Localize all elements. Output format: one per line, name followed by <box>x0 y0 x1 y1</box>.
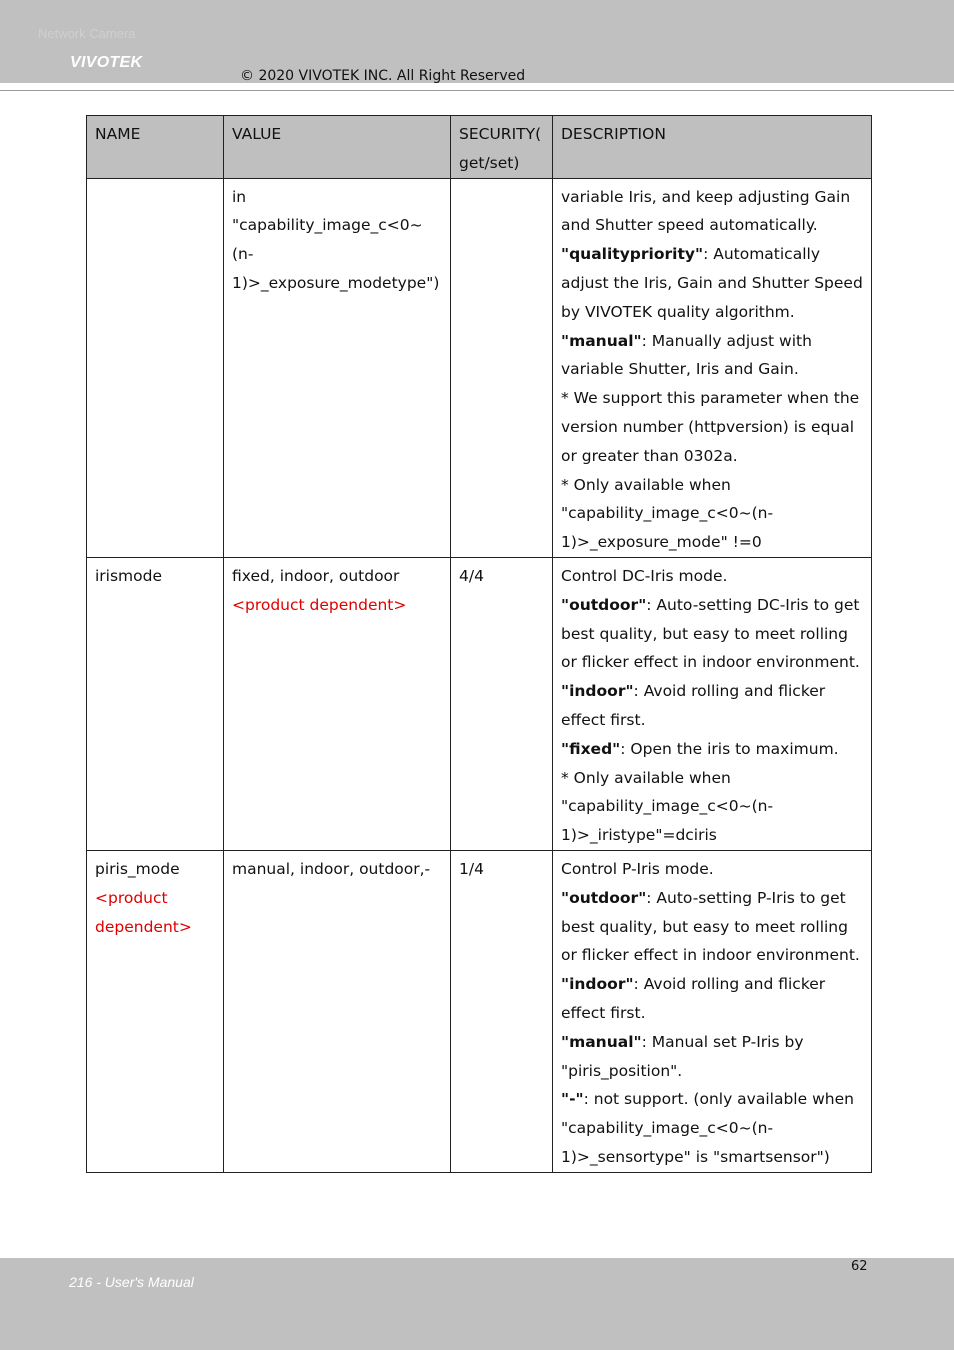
cell-name <box>87 557 224 850</box>
cell-name <box>87 178 224 557</box>
cell-value <box>224 557 451 850</box>
description-paragraph: "manual": Manually adjust with variable Shutter, Iris and Gain. <box>561 331 812 379</box>
description-paragraph: "outdoor": Auto-setting DC-Iris to get best quality, but easy to meet rolling or flicker effect in indoor environment. <box>561 595 860 672</box>
param-name: irismode <box>95 566 163 585</box>
brand-logo: VIVOTEK <box>70 54 143 71</box>
product-dependent-note: <product dependent> <box>95 888 192 936</box>
description-paragraph: "-": not support. (only available when "capability_image_c<0~(n-1)>_sensortype" is "smartsensor") <box>561 1090 854 1166</box>
page-number: 62 <box>851 1259 868 1274</box>
cell-name <box>87 850 224 1172</box>
cell-description <box>553 178 872 557</box>
column-header-name: NAME <box>87 116 224 179</box>
cell-security: 1/4 <box>451 850 553 1172</box>
description-paragraph: "indoor": Avoid rolling and flicker effect first. <box>561 682 826 729</box>
description-paragraph: * Only available when "capability_image_c<0~(n-1)>_exposure_mode" !=0 <box>561 475 774 552</box>
column-header-description: DESCRIPTION <box>553 116 872 179</box>
parameter-table <box>86 115 872 1173</box>
value-line: fixed, indoor, outdoor <box>232 566 400 585</box>
description-paragraph: "qualitypriority": Automatically adjust the Iris, Gain and Shutter Speed by VIVOTEK quality algorithm. <box>561 245 863 321</box>
table-row <box>87 178 872 557</box>
product-dependent-note: <product dependent> <box>232 595 407 614</box>
page-footer <box>0 1258 954 1350</box>
table-row <box>87 557 872 850</box>
cell-security: 4/4 <box>451 557 553 850</box>
value-line: manual, indoor, outdoor,- <box>232 859 431 878</box>
column-header-security: SECURITY(get/set) <box>451 116 553 179</box>
description-paragraph: * We support this parameter when the version number (httpversion) is equal or greater than 0302a. <box>561 389 860 465</box>
description-paragraph: Control DC-Iris mode. <box>561 566 728 585</box>
table-header-row <box>87 116 872 179</box>
cell-security <box>451 178 553 557</box>
description-paragraph: "outdoor": Auto-setting P-Iris to get best quality, but easy to meet rolling or flicker effect in indoor environment. <box>561 888 860 965</box>
value-line: "capability_image_c<0~(n-1)>_exposure_modetype") <box>232 216 440 292</box>
cell-description <box>553 850 872 1172</box>
header-ghost-text: Network Camera <box>38 26 136 41</box>
table-row <box>87 850 872 1172</box>
description-paragraph: Control P-Iris mode. <box>561 859 714 878</box>
description-paragraph: "fixed": Open the iris to maximum. <box>561 739 839 758</box>
description-paragraph: "manual": Manual set P-Iris by "piris_position". <box>561 1032 804 1080</box>
manual-page-label: 216 - User's Manual <box>69 1274 194 1290</box>
header-divider <box>0 90 954 91</box>
description-paragraph: * Only available when "capability_image_c<0~(n-1)>_iristype"=dciris <box>561 768 774 845</box>
column-header-value: VALUE <box>224 116 451 179</box>
value-line: in <box>232 187 247 206</box>
page-header <box>0 0 954 83</box>
description-paragraph: "indoor": Avoid rolling and flicker effect first. <box>561 975 826 1022</box>
cell-value <box>224 178 451 557</box>
cell-description <box>553 557 872 850</box>
param-name: piris_mode <box>95 859 180 878</box>
copyright-text: © 2020 VIVOTEK INC. All Right Reserved <box>240 68 526 84</box>
cell-value <box>224 850 451 1172</box>
description-paragraph: variable Iris, and keep adjusting Gain and Shutter speed automatically. <box>561 187 851 235</box>
